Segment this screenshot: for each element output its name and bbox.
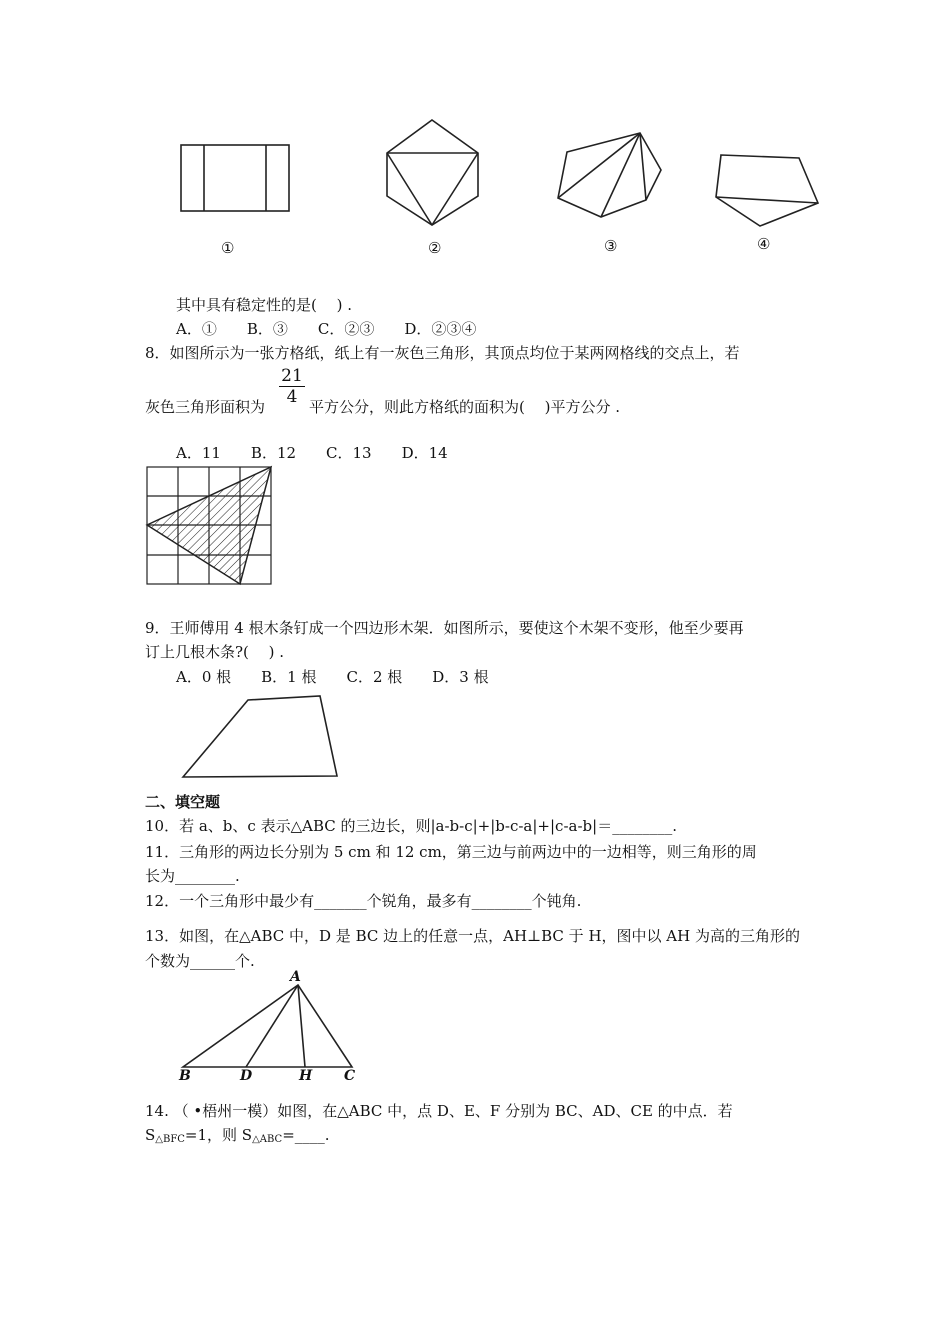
q13-label-c: C bbox=[344, 1068, 356, 1084]
q8-stem-line1: 8．如图所示为一张方格纸，纸上有一灰色三角形，其顶点均位于某两网格线的交点上，若 bbox=[145, 344, 740, 362]
q13-label-d: D bbox=[240, 1068, 253, 1084]
q8-fraction-numerator: 21 bbox=[279, 366, 305, 387]
q9-stem-line2: 订上几根木条?( ) . bbox=[145, 643, 285, 661]
q13-label-h: H bbox=[299, 1068, 313, 1084]
q14-line1: 14. （ •梧州一模）如图，在△ABC 中，点 D、E、F 分别为 BC、AD、CE 的中点．若 bbox=[145, 1102, 733, 1120]
q7-figure-label-4: ④ bbox=[757, 235, 771, 253]
q7-stem: 其中具有稳定性的是( ) . bbox=[176, 296, 353, 314]
q7-figure-label-2: ② bbox=[428, 239, 442, 257]
q7-figure-label-1: ① bbox=[221, 239, 235, 257]
q13-line2: 个数为______个. bbox=[145, 952, 255, 970]
q14-end-text: =____. bbox=[282, 1126, 330, 1144]
q13-label-b: B bbox=[179, 1068, 191, 1084]
q10-text: 10．若 a、b、c 表示△ABC 的三边长，则|a-b-c|+|b-c-a|+|c-a-b|＝________. bbox=[145, 817, 677, 835]
q14-subscript-bfc: △BFC bbox=[155, 1134, 185, 1145]
q14-middle-text: =1，则 S bbox=[184, 1126, 253, 1144]
q14-line2 bbox=[145, 1125, 330, 1150]
q11-line1: 11．三角形的两边长分别为 5 cm 和 12 cm，第三边与前两边中的一边相等，则三角形的周 bbox=[145, 843, 757, 861]
q11-line2: 长为________. bbox=[145, 867, 240, 885]
q8-stem-line2-post: 平方公分，则此方格纸的面积为( )平方公分 . bbox=[309, 398, 621, 416]
section2-title: 二、填空题 bbox=[145, 793, 221, 811]
q14-subscript-abc: △ABC bbox=[252, 1134, 283, 1145]
q7-figure-label-3: ③ bbox=[604, 237, 618, 255]
q8-fraction-denominator: 4 bbox=[286, 387, 298, 407]
q8-options: A．11 B．12 C．13 D．14 bbox=[176, 444, 448, 462]
q9-stem-line1: 9．王师傅用 4 根木条钉成一个四边形木架．如图所示，要使这个木架不变形，他至少要再 bbox=[145, 619, 744, 637]
q12-text: 12．一个三角形中最少有_______个锐角，最多有________个钝角. bbox=[145, 892, 582, 910]
q13-label-a: A bbox=[290, 969, 301, 985]
q13-line1: 13．如图，在△ABC 中，D 是 BC 边上的任意一点，AH⊥BC 于 H，图中以 AH 为高的三角形的 bbox=[145, 927, 800, 945]
q14-area-symbol-1: S bbox=[145, 1126, 156, 1144]
q9-options: A．0 根 B．1 根 C．2 根 D．3 根 bbox=[176, 668, 489, 686]
q7-options: A．① B．③ C．②③ D．②③④ bbox=[176, 320, 477, 338]
q8-stem-line2-pre: 灰色三角形面积为 bbox=[145, 398, 266, 416]
